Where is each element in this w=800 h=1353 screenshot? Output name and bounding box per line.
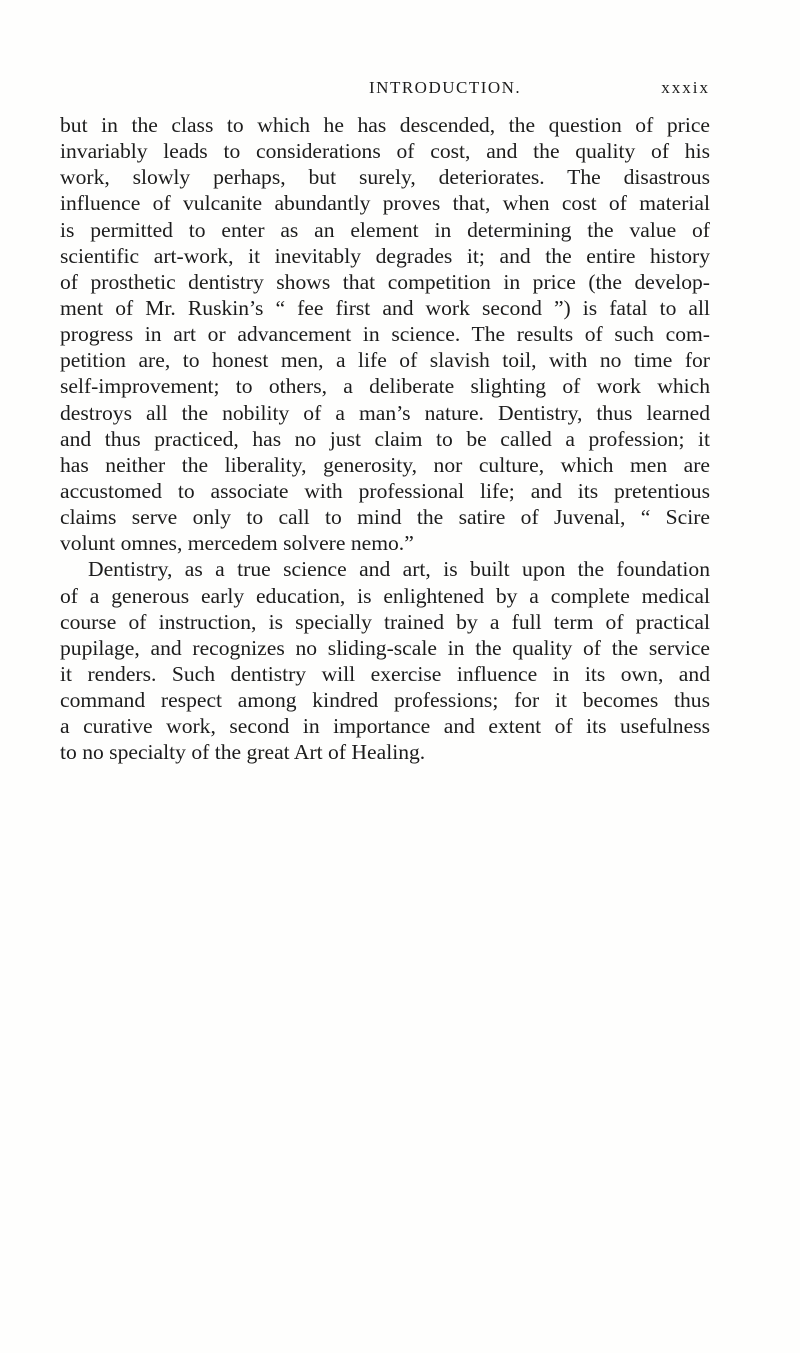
text-line: it renders. Such dentistry will exercise influence in its own, and bbox=[60, 661, 710, 686]
text-line: volunt omnes, mercedem solvere nemo.” bbox=[60, 531, 414, 556]
text-line: command respect among kindred professions; for it becomes thus bbox=[60, 688, 710, 713]
text-line: self-improvement; to others, a deliberate slighting of work which bbox=[60, 374, 710, 399]
text-line: and thus practiced, has no just claim to be called a profession; it bbox=[60, 426, 710, 451]
running-title: INTRODUCTION. bbox=[369, 78, 522, 97]
text-line: petition are, to honest men, a life of slavish toil, with no time for bbox=[60, 348, 710, 373]
text-line: a curative work, second in importance and extent of its usefulness bbox=[60, 714, 710, 739]
text-line: influence of vulcanite abundantly proves that, when cost of material bbox=[60, 191, 710, 216]
text-line: accustomed to associate with professional life; and its pretentious bbox=[60, 478, 710, 503]
text-line: invariably leads to considerations of cost, and the quality of his bbox=[60, 139, 710, 164]
text-line: progress in art or advancement in science. The results of such com- bbox=[60, 322, 710, 347]
text-line: Dentistry, as a true science and art, is built upon the foundation bbox=[88, 557, 710, 582]
text-line: ment of Mr. Ruskin’s “ fee first and work second ”) is fatal to all bbox=[60, 295, 710, 320]
text-line: to no specialty of the great Art of Healing. bbox=[60, 740, 426, 765]
text-line: of prosthetic dentistry shows that competition in price (the develop- bbox=[60, 269, 710, 294]
text-line: has neither the liberality, generosity, nor culture, which men are bbox=[60, 452, 710, 477]
text-line: pupilage, and recognizes no sliding-scale in the quality of the service bbox=[60, 635, 710, 660]
text-line: claims serve only to call to mind the satire of Juvenal, “ Scire bbox=[60, 505, 710, 530]
text-line: scientific art-work, it inevitably degrades it; and the entire history bbox=[60, 243, 710, 268]
text-line: work, slowly perhaps, but surely, deteriorates. The disastrous bbox=[60, 165, 710, 190]
body-text bbox=[60, 112, 710, 766]
page-number: xxxix bbox=[661, 78, 710, 97]
running-head bbox=[60, 78, 710, 102]
text-line: destroys all the nobility of a man’s nature. Dentistry, thus learned bbox=[60, 400, 710, 425]
text-line: is permitted to enter as an element in determining the value of bbox=[60, 217, 710, 242]
text-line: course of instruction, is specially trained by a full term of practical bbox=[60, 609, 710, 634]
text-line: of a generous early education, is enlightened by a complete medical bbox=[60, 583, 710, 608]
text-line: but in the class to which he has descended, the question of price bbox=[60, 113, 710, 137]
